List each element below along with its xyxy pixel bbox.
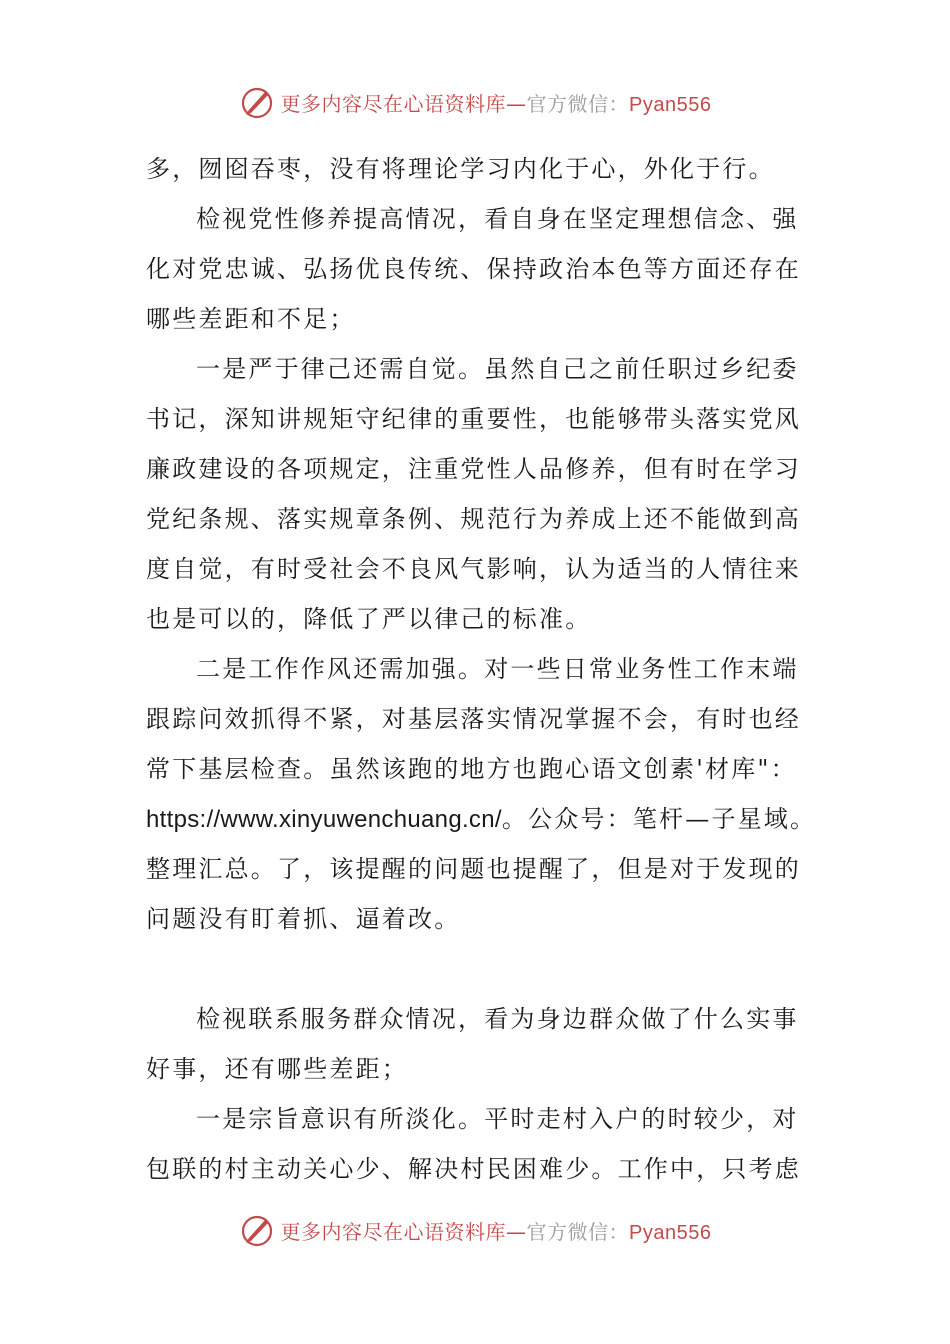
- text-line: 包联的村主动关心少、解决村民困难少。工作中，只考虑: [146, 1155, 801, 1183]
- banner-wechat-id: Pyan556: [629, 1221, 712, 1244]
- text-line: 检视党性修养提高情况，看自身在坚定理想信念、强: [196, 205, 799, 233]
- text-line: 廉政建设的各项规定，注重党性人品修养，但有时在学习: [146, 455, 801, 483]
- website-link[interactable]: https://www.xinyuwenchuang.cn/: [146, 806, 502, 833]
- text-line: 度自觉，有时受社会不良风气影响，认为适当的人情往来: [146, 555, 801, 583]
- quill-logo-icon: [239, 1212, 275, 1248]
- text-line: 哪些差距和不足；: [146, 305, 356, 333]
- text-line: 二是工作作风还需加强。对一些日常业务性工作末端: [196, 655, 799, 683]
- banner-text: [281, 1216, 712, 1245]
- text-line: 问题没有盯着抓、逼着改。: [146, 905, 461, 933]
- text-line: 多，囫囵吞枣，没有将理论学习内化于心，外化于行。: [146, 155, 775, 183]
- banner-main: 更多内容尽在心语资料库: [280, 91, 507, 116]
- text-line: 党纪条规、落实规章条例、规范行为养成上还不能做到高: [146, 505, 801, 533]
- text-line: 书记，深知讲规矩守纪律的重要性，也能够带头落实党风: [146, 405, 801, 433]
- banner-main: 更多内容尽在心语资料库: [280, 1219, 507, 1244]
- text-line: 化对党忠诚、弘扬优良传统、保持政治本色等方面还存在: [146, 255, 801, 283]
- header-banner: [0, 80, 950, 124]
- banner-dash: —: [506, 1219, 527, 1244]
- text-line: 常下基层检查。虽然该跑的地方也跑心语文创素'材库"：: [146, 755, 797, 783]
- text-line: 好事，还有哪些差距；: [146, 1055, 408, 1083]
- footer-banner: [0, 1208, 950, 1252]
- document-body: [146, 144, 817, 1194]
- quill-logo-icon: [239, 84, 275, 120]
- text-line-url: [146, 794, 817, 844]
- text-line: 一是严于律己还需自觉。虽然自己之前任职过乡纪委: [196, 355, 799, 383]
- banner-dash: —: [506, 91, 527, 116]
- paragraph-gap: [146, 944, 808, 994]
- text-line: 检视联系服务群众情况，看为身边群众做了什么实事: [196, 1005, 799, 1033]
- banner-label: 官方微信：: [526, 1219, 630, 1244]
- text-line: 也是可以的，降低了严以律己的标准。: [146, 605, 592, 633]
- url-line-tail: 。公众号：笔杆—子星域。: [501, 805, 817, 833]
- banner-wechat-id: Pyan556: [629, 93, 712, 116]
- banner-text: [281, 88, 712, 117]
- text-line: 跟踪问效抓得不紧，对基层落实情况掌握不会，有时也经: [146, 705, 801, 733]
- banner-label: 官方微信：: [526, 91, 630, 116]
- text-line: 一是宗旨意识有所淡化。平时走村入户的时较少，对: [196, 1105, 799, 1133]
- text-line: 整理汇总。了，该提醒的问题也提醒了，但是对于发现的: [146, 855, 801, 883]
